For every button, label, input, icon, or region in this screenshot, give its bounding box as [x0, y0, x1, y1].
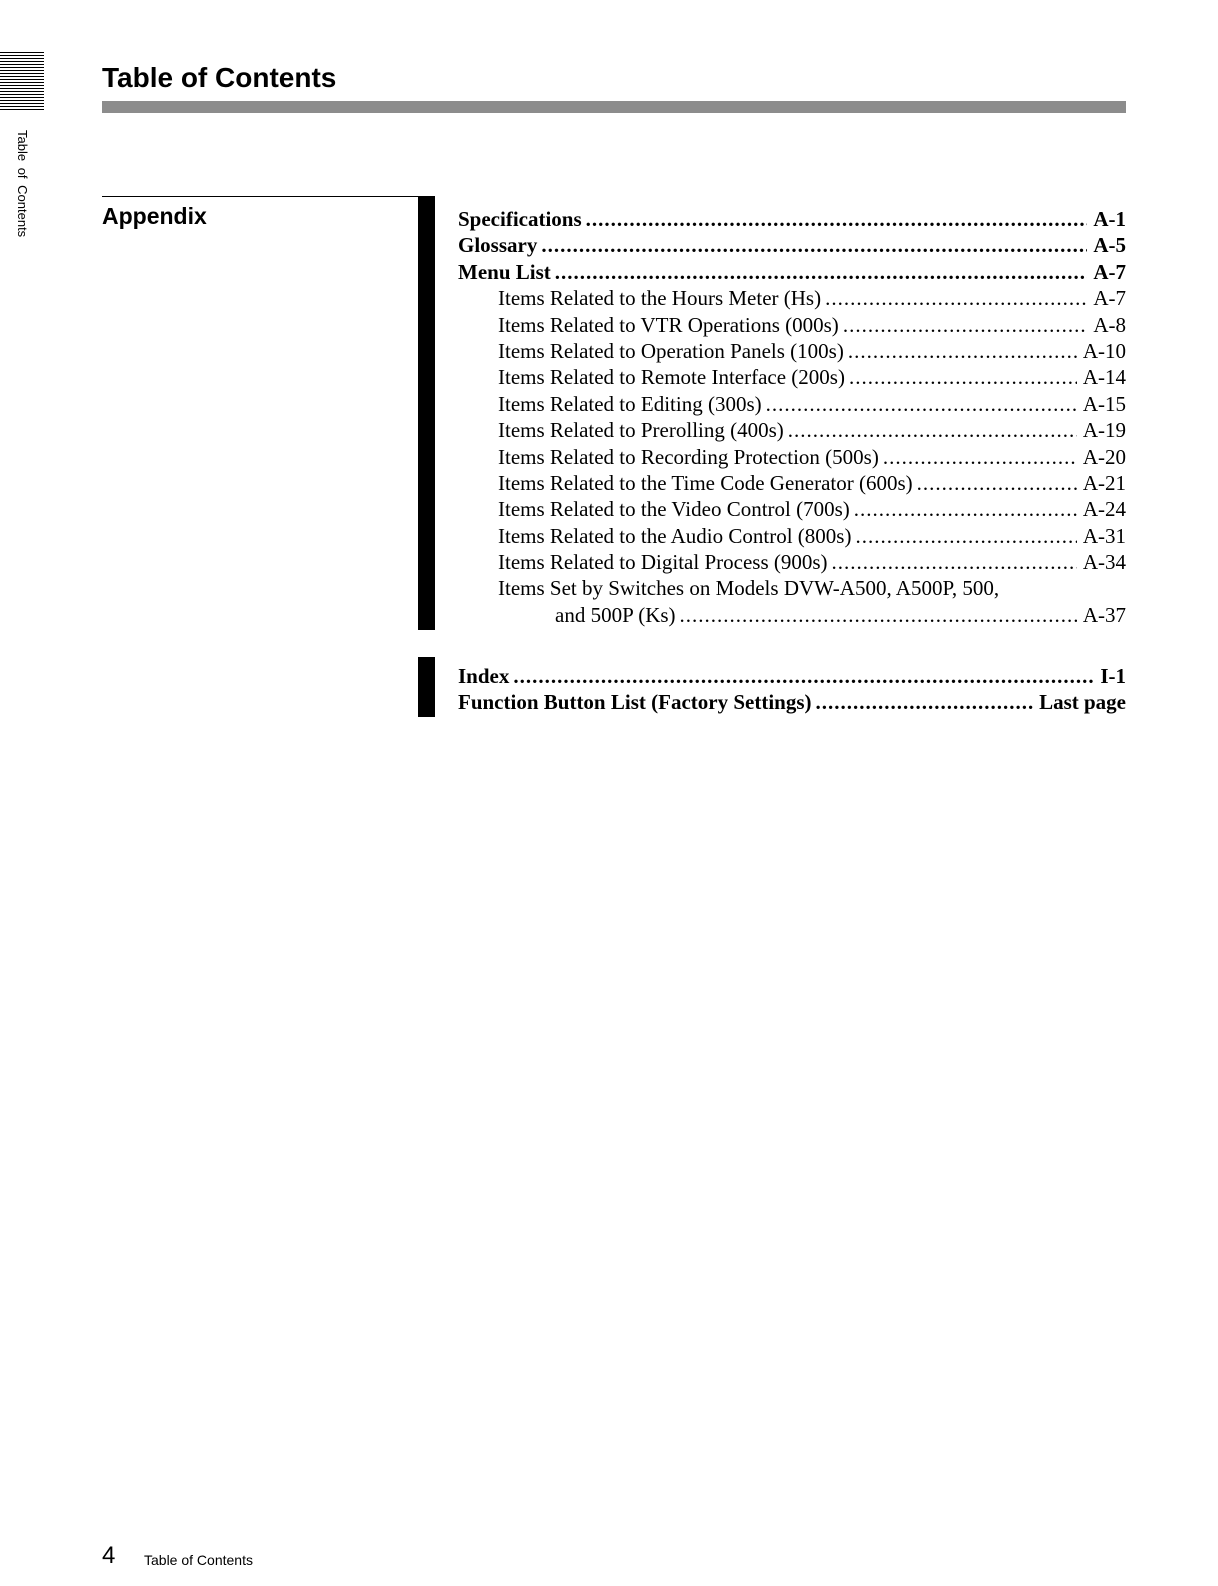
section-rule [102, 196, 420, 197]
toc-subentry[interactable]: Items Related to the Audio Control (800s) ..... A-31 [458, 523, 1126, 549]
toc-entry[interactable]: Specifications ..... A-1 [458, 206, 1126, 232]
toc-subentry[interactable]: Items Related to Digital Process (900s) ..... A-34 [458, 549, 1126, 575]
section-heading: Appendix [102, 203, 207, 229]
toc-subentry[interactable]: Items Related to the Hours Meter (Hs) ..... A-7 [458, 285, 1126, 311]
title-bar [102, 101, 1126, 113]
toc-group-appendix [458, 206, 1126, 628]
toc-subentry[interactable]: Items Set by Switches on Models DVW-A500, A500P, 500, [498, 576, 1000, 601]
toc-group-index [458, 663, 1126, 716]
footer-page-number: 4 [102, 1542, 116, 1569]
toc-subentry[interactable]: Items Related to Recording Protection (500s) ..... A-20 [458, 444, 1126, 470]
toc-subentry[interactable]: Items Related to VTR Operations (000s) ..... A-8 [458, 312, 1126, 338]
footer-label: Table of Contents [144, 1552, 253, 1568]
toc-entry[interactable]: Menu List ..... A-7 [458, 259, 1126, 285]
group-marker-appendix [418, 196, 435, 630]
toc-subentry[interactable]: Items Related to the Video Control (700s) ..... A-24 [458, 496, 1126, 522]
toc-subentry-continuation[interactable]: and 500P (Ks) ..... A-37 [458, 602, 1126, 628]
toc-subentry[interactable]: Items Related to the Time Code Generator (600s) ..... A-21 [458, 470, 1126, 496]
toc-subentry[interactable]: Items Related to Editing (300s) ..... A-15 [458, 391, 1126, 417]
page-title: Table of Contents [102, 62, 337, 93]
toc-entry[interactable]: Glossary ..... A-5 [458, 232, 1126, 258]
toc-subentry[interactable]: Items Related to Operation Panels (100s) ..... A-10 [458, 338, 1126, 364]
toc-subentry[interactable]: Items Related to Remote Interface (200s) ..... A-14 [458, 364, 1126, 390]
toc-entry[interactable]: Function Button List (Factory Settings) ..... Last page [458, 689, 1126, 715]
side-tab-label: Table of Contents [15, 130, 30, 238]
toc-entry[interactable]: Index ..... I-1 [458, 663, 1126, 689]
toc-subentry[interactable]: Items Related to Prerolling (400s) ..... A-19 [458, 417, 1126, 443]
edge-index-lines [0, 52, 44, 112]
group-marker-index [418, 657, 435, 717]
